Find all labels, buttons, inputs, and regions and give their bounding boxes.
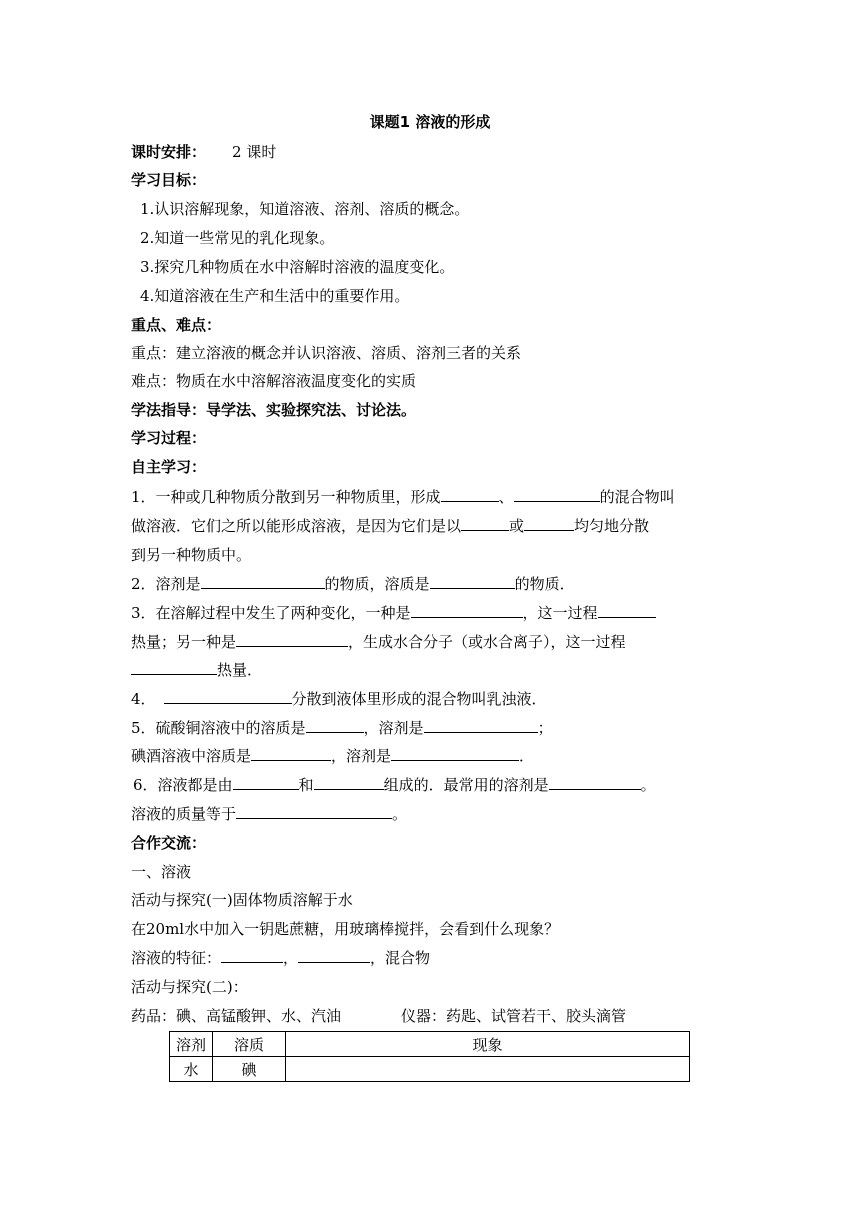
answer-blank[interactable] [221,948,283,963]
answer-blank[interactable] [251,746,331,761]
schedule-label: 课时安排： [131,143,207,161]
question-6-line-1: 6．溶液都是由 和 组成的．最常用的溶剂是 。 [133,776,656,794]
answer-blank[interactable] [424,718,538,733]
question-3-line-2: 热量；另一种是 ，生成水合分子（或水合离子），这一过程 [131,633,626,651]
table-cell: 碘 [213,1057,286,1082]
materials-line [131,1006,731,1026]
question-3-line-1: 3．在溶解过程中发生了两种变化，一种是 ，这一过程 [131,603,731,623]
answer-blank[interactable] [598,603,656,618]
answer-blank[interactable] [233,775,299,790]
page-title: 课题1 溶液的形成 [369,113,491,131]
objective-item: 1.认识溶解现象，知道溶液、溶剂、溶质的概念。 [140,200,470,218]
objective-item: 3.探究几种物质在水中溶解时溶液的温度变化。 [140,258,455,276]
table-header-cell: 现象 [286,1032,690,1057]
table-header-row [170,1032,690,1057]
table-header-cell: 溶质 [213,1032,286,1057]
activity-1-question: 在20ml水中加入一钥匙蔗糖，用玻璃棒搅拌，会看到什么现象？ [131,920,560,938]
answer-blank[interactable] [524,516,574,531]
question-6-line-2: 溶液的质量等于 。 [131,805,408,823]
question-1-line-1: 1．一种或几种物质分散到另一种物质里，形成 、 的混合物叫 [131,488,675,506]
question-5-line-2: 碘酒溶液中溶质是 ，溶剂是 ． [131,747,535,765]
answer-blank[interactable] [201,574,325,589]
objective-item: 2.知道一些常见的乳化现象。 [140,229,335,247]
question-3-line-3: 热量． [131,660,731,680]
answer-blank[interactable] [131,660,217,675]
question-1-line-2: 做溶液．它们之所以能形成溶液，是因为它们是以 或 均匀地分散 [131,517,650,535]
answer-blank[interactable] [514,487,600,502]
answer-blank[interactable] [430,574,515,589]
table-cell: 水 [170,1057,213,1082]
instruments-list: 仪器：药匙、试管若干、胶头滴管 [401,1007,627,1025]
activity-2-title: 活动与探究(二)： [131,978,248,996]
table-cell[interactable] [286,1057,690,1082]
table-row [170,1057,690,1082]
objectives-heading: 学习目标： [131,171,207,189]
cooperation-heading: 合作交流： [131,834,207,852]
answer-blank[interactable] [236,804,392,819]
question-2: 2．溶剂是 的物质，溶质是 的物质． [131,575,575,593]
answer-blank[interactable] [236,632,348,647]
table-header-cell: 溶剂 [170,1032,213,1057]
section-heading: 一、溶液 [131,863,192,881]
schedule-value: 2 课时 [232,143,277,161]
process-heading: 学习过程： [131,429,207,447]
method-line: 学法指导：导学法、实验探究法、讨论法。 [131,401,417,419]
answer-blank[interactable] [298,948,370,963]
keypoints-heading: 重点、难点： [131,316,222,334]
schedule-line [131,142,731,162]
objective-item: 4.知道溶液在生产和生活中的重要作用。 [140,287,410,305]
experiment-table [169,1031,690,1082]
key-point: 重点：建立溶液的概念并认识溶液、溶质、溶剂三者的关系 [131,344,522,362]
answer-blank[interactable] [411,603,523,618]
question-1-line-3: 到另一种物质中。 [131,546,252,564]
question-5-line-1: 5．硫酸铜溶液中的溶质是 ，溶剂是 ； [131,719,553,737]
answer-blank[interactable] [306,718,364,733]
reagents-list: 药品：碘、高锰酸钾、水、汽油 [131,1007,342,1025]
question-4: 4． 分散到液体里形成的混合物叫乳浊液． [131,690,547,708]
answer-blank[interactable] [314,775,384,790]
answer-blank[interactable] [441,487,499,502]
answer-blank[interactable] [549,775,641,790]
answer-blank[interactable] [391,746,519,761]
answer-blank[interactable] [164,689,292,704]
answer-blank[interactable] [461,516,509,531]
self-study-heading: 自主学习： [131,458,207,476]
activity-1-title: 活动与探究(一)固体物质溶解于水 [131,891,353,909]
difficult-point: 难点：物质在水中溶解溶液温度变化的实质 [131,372,417,390]
features-line: 溶液的特征： ， ，混合物 [131,949,431,967]
